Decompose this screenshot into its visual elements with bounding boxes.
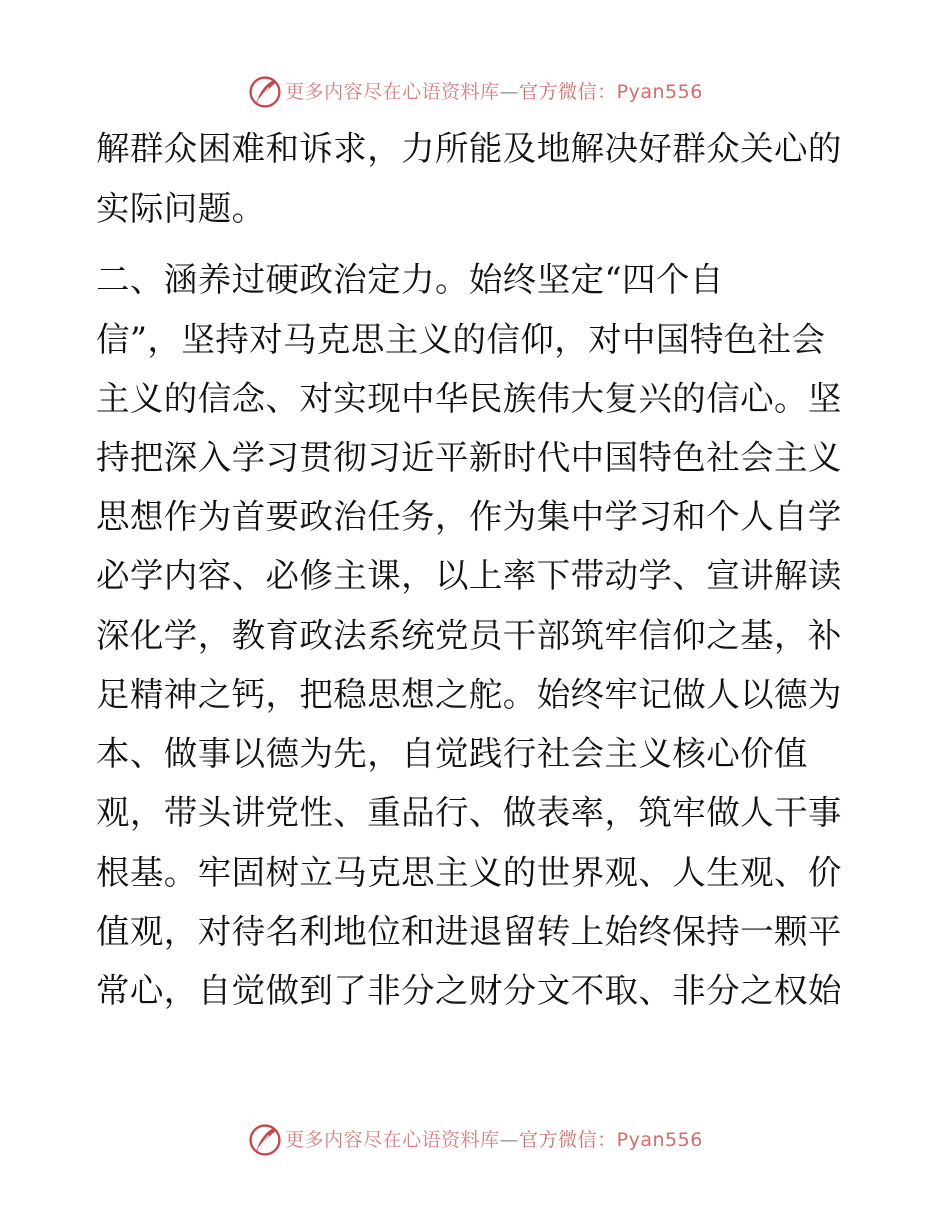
footer-banner-contact: 官方微信：Pyan556 [519, 1128, 703, 1151]
body-line: 二、涵养过硬政治定力。始终坚定“四个自 [96, 260, 724, 299]
body-line: 足精神之钙，把稳思想之舵。始终牢记做人以德为 [96, 675, 842, 714]
body-line: 实际问题。 [96, 189, 266, 228]
header-banner-contact: 官方微信：Pyan556 [519, 80, 703, 103]
footer-banner [0, 1120, 950, 1160]
body-line: 观，带头讲党性、重品行、做表率，筑牢做人干事 [96, 793, 842, 832]
header-banner-title: 更多内容尽在心语资料库 [285, 80, 500, 103]
body-line: 主义的信念、对实现中华民族伟大复兴的信心。坚 [96, 379, 842, 418]
header-banner [0, 72, 950, 112]
quill-logo-icon [247, 1122, 283, 1158]
body-line: 信”，坚持对马克思主义的信仰，对中国特色社会 [96, 320, 826, 359]
body-line: 值观，对待名利地位和进退留转上始终保持一颗平 [96, 912, 842, 951]
body-line: 本、做事以德为先，自觉践行社会主义核心价值 [96, 734, 808, 773]
body-line: 必学内容、必修主课，以上率下带动学、宣讲解读 [96, 556, 842, 595]
body-line: 持把深入学习贯彻习近平新时代中国特色社会主义 [96, 438, 842, 477]
footer-banner-title: 更多内容尽在心语资料库 [285, 1128, 500, 1151]
body-line: 根基。牢固树立马克思主义的世界观、人生观、价 [96, 853, 842, 892]
body-line: 解群众困难和诉求，力所能及地解决好群众关心的 [96, 129, 842, 168]
footer-banner-text [285, 1128, 703, 1151]
body-line: 常心，自觉做到了非分之财分文不取、非分之权始 [96, 971, 842, 1010]
header-banner-text [285, 80, 703, 103]
body-line: 深化学，教育政法系统党员干部筑牢信仰之基，补 [96, 616, 842, 655]
header-banner-separator: — [499, 80, 520, 103]
quill-logo-icon [247, 74, 283, 110]
footer-banner-separator: — [499, 1128, 520, 1151]
body-line: 思想作为首要政治任务，作为集中学习和个人自学 [96, 497, 842, 536]
